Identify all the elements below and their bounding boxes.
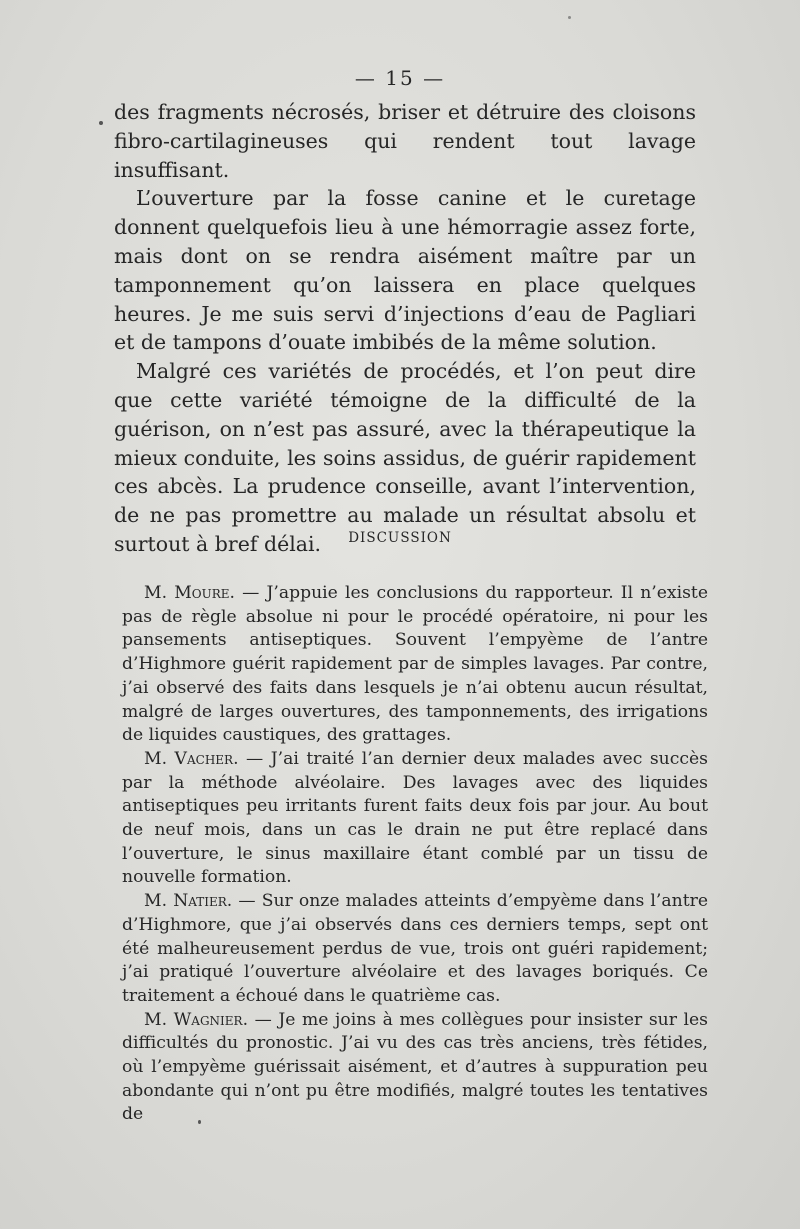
discussion-entry [122,582,708,748]
page-number: — 15 — [354,66,446,90]
speaker-name: M. Vacher. [144,748,239,769]
speaker-name: M. Wagnier. [144,1009,249,1030]
discussion-entry [122,1009,708,1128]
speaker-text: — Sur onze malades atteints d’empyème dans l’antre d’Highmore, que j’ai observés dans ces derniers temps, sept ont été malheureusement perdus de vue, trois ont guéri rapidement; j’ai pratiqué l’ouverture alvéolaire et des lavages boriqués. Ce traitement a échoué dans le quatrième cas. [122,891,708,1006]
discussion-entry [122,890,708,1009]
paragraph: Malgré ces variétés de procédés, et l’on peut dire que cette variété témoigne de la difficulté de la guérison, on n’est pas assuré, avec la thérapeutique la mieux conduite, les soins assidus, de guérir rapidement ces abcès. La prudence conseille, avant l’intervention, de ne pas promettre au malade un résultat absolu et surtout à bref délai. [114,359,696,556]
discussion [122,582,708,1127]
paper-speck [568,16,571,19]
discussion-entry [122,748,708,890]
body-text [114,98,696,559]
speaker-name: M. Natier. [144,891,233,912]
speaker-text: — Je me joins à mes collègues pour insister sur les difficultés du pronostic. J’ai vu des cas très anciens, très fétides, où l’empyème guérissait aisément, et d’autres à suppuration peu abondante qui n’ont pu être modifiés, malgré toutes les tentatives de [122,1009,708,1125]
speaker-name: M. Moure. [144,583,236,603]
speaker-text: — J’ai traité l’an dernier deux malades avec succès par la méthode alvéolaire. Des lavages avec des liquides antiseptiques peu irritants furent faits deux fois par jour. Au bout de neuf mois, dans un cas le drain ne put être replacé dans l’ouverture, le sinus maxillaire étant comblé par un tissu de nouvelle formation. [122,748,708,888]
speaker-text: — J’appuie les conclusions du rapporteur. Il n’existe pas de règle absolue ni pour le procédé opératoire, ni pour les pansements antiseptiques. Souvent l’empyème de l’antre d’Highmore guérit rapidement par de simples lavages. Par contre, j’ai observé des faits dans lesquels je n’ai obtenu aucun résultat, malgré de larges ouvertures, des tamponnements, des irrigations de liquides caustiques, des grattages. [122,583,709,746]
paper-speck [198,1120,201,1124]
paper-speck [99,121,103,125]
paragraph: des fragments nécrosés, briser et détruire des cloisons fibro-cartilagineuses qui rendent tout lavage insuffisant. [114,100,696,182]
paragraph: L’ouverture par la fosse canine et le curetage donnent quelquefois lieu à une hémorragie assez forte, mais dont on se rendra aisément maître par un tamponnement qu’on laissera en place quelques heures. Je me suis servi d’injections d’eau de Pagliari et de tampons d’ouate imbibés de la même solution. [114,186,696,355]
section-title: DISCUSSION [348,530,452,546]
